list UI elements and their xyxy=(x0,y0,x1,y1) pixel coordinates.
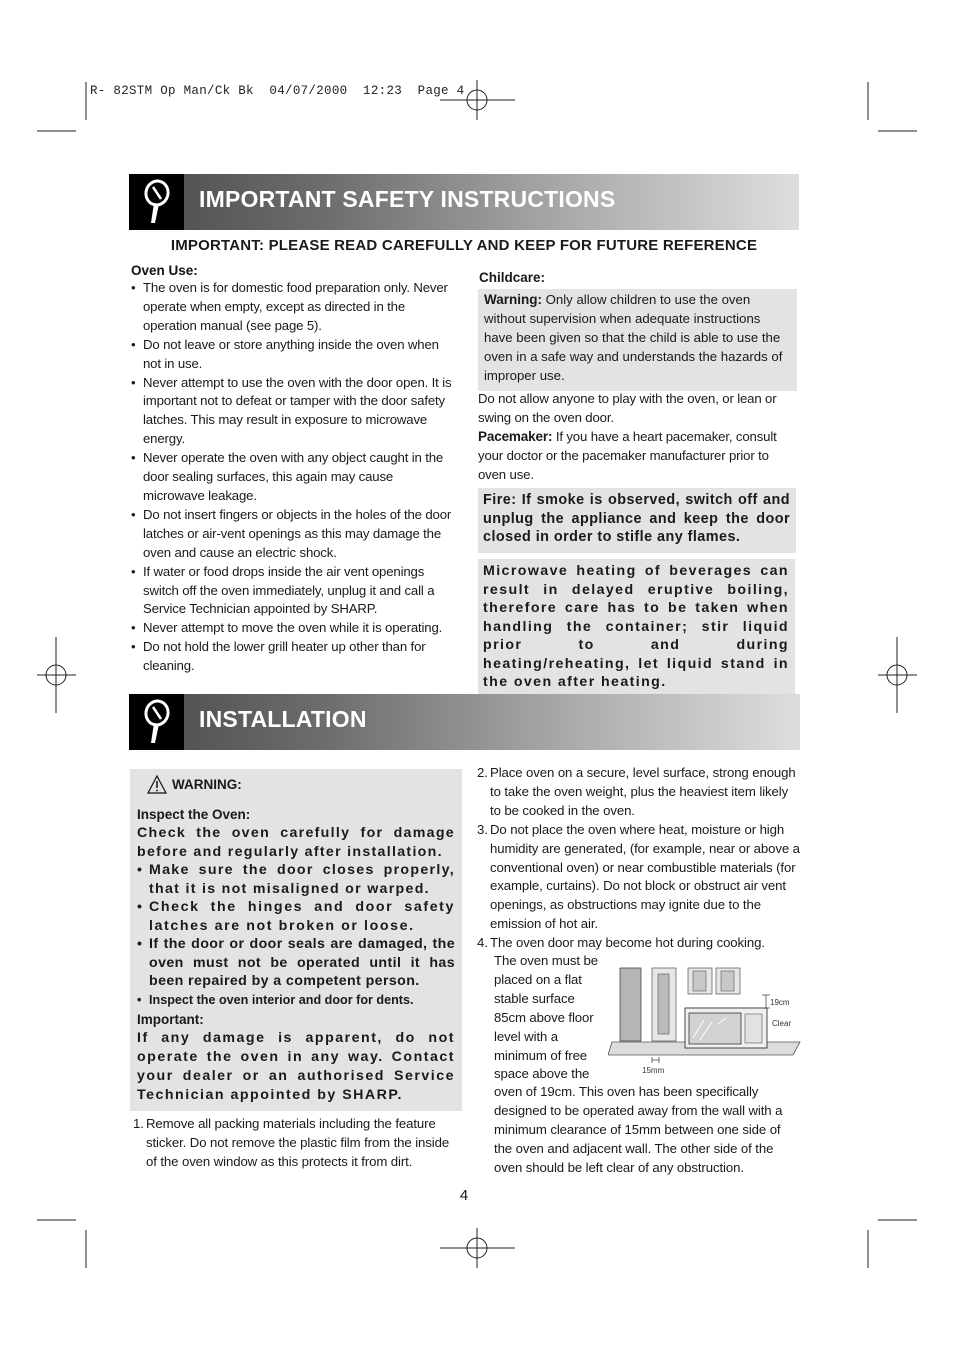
oven-use-list xyxy=(131,279,456,676)
list-item: 2. Place oven on a secure, level surface, strong enough to take the oven weight, plus the heaviest item likely to be cooked in the oven. xyxy=(477,765,796,818)
childcare-para xyxy=(478,390,800,485)
step-4-wrap: The oven must be placed on a flat stable surface 85cm above floor level with a minimum of free space above the xyxy=(494,953,598,1082)
fire-box: Fire: If smoke is observed, switch off and unplug the appliance and keep the door closed in order to stifle any flames. xyxy=(478,488,796,553)
list-item: • The oven is for domestic food preparation only. Never operate when empty, except as directed in the operation manual (see page 5). xyxy=(131,279,456,336)
list-item: 4. The oven door may become hot during cooking. xyxy=(477,935,765,951)
installation-warning-box xyxy=(130,769,462,1111)
list-item: • Do not hold the lower grill heater up other than for cleaning. xyxy=(131,638,456,676)
play-warning: Do not allow anyone to play with the oven, or lean or swing on the oven door. xyxy=(478,391,777,425)
list-item: 3. Do not place the oven where heat, moisture or high humidity are generated, (for example, near or above a conventional oven) or near combustible materials (for example, curtains). Do not block or obstruct air vent openings, as obstructions may ignite due to the emission of hot air. xyxy=(477,821,800,932)
list-item: • Never operate the oven with any object caught in the door sealing surfaces, this again may cause microwave leakage. xyxy=(131,449,456,506)
warning-label: WARNING: xyxy=(172,776,242,792)
pacemaker-label: Pacemaker: xyxy=(478,428,553,444)
warning-text: Only allow children to use the oven without supervision when adequate instructions have been given so that the child is able to use the oven in a safe way and understands the hazards of improper use. xyxy=(484,292,783,383)
list-item: 1. Remove all packing materials including the feature sticker. Do not remove the plastic film from the inside of the oven window as this protects it from dirt. xyxy=(133,1116,450,1169)
installation-steps xyxy=(477,764,800,953)
oven-use-section xyxy=(131,263,456,676)
childcare-heading: Childcare: xyxy=(479,270,546,285)
safety-banner xyxy=(129,174,799,230)
important-text: If any damage is apparent, do not operate the oven in any way. Contact your dealer or an authorised Service Technician appointed by SHARP. xyxy=(137,1029,455,1104)
installation-banner xyxy=(129,694,800,750)
installation-step-1 xyxy=(133,1115,453,1172)
wrench-icon xyxy=(129,694,184,750)
microwave-heating-box: Microwave heating of beverages can result in delayed eruptive boiling, therefore care has to be taken when handling the container; stir liquid prior to and during heating/reheating, let liquid stand in the oven after heating. xyxy=(478,559,795,698)
step-4-rest: oven of 19cm. This oven has been specifically designed to be operated away from the wall with a minimum clearance of 15mm between one side of the oven and adjacent wall. The other side of the oven should be left clear of any obstruction. xyxy=(494,1084,783,1175)
diagram-label-clear: Clear xyxy=(772,1019,792,1028)
list-item: • Check the hinges and door safety latches are not broken or loose. xyxy=(137,898,455,935)
pacemaker-text: If you have a heart pacemaker, consult your doctor or the pacemaker manufacturer prior to oven use. xyxy=(478,428,777,482)
diagram-label-15mm: 15mm xyxy=(642,1066,665,1075)
pacemaker-note xyxy=(478,428,800,485)
list-item: • Make sure the door closes properly, that it is not misaligned or warped. xyxy=(137,861,455,898)
warning-label: Warning: xyxy=(484,292,542,307)
important-heading: Important: xyxy=(137,1011,204,1027)
inspect-text: Check the oven carefully for damage before and regularly after installation. xyxy=(137,825,455,860)
list-item: • Do not leave or store anything inside the oven when not in use. xyxy=(131,336,456,374)
safety-subheading: IMPORTANT: PLEASE READ CAREFULLY AND KEEP FOR FUTURE REFERENCE xyxy=(170,237,758,254)
warning-triangle-icon xyxy=(147,775,167,794)
diagram-label-19cm: 19cm xyxy=(770,998,790,1007)
list-item: • Do not insert fingers or objects in the holes of the door latches or air-vent openings as this may damage the oven and cause an electric shock. xyxy=(131,506,456,563)
page-number: 4 xyxy=(459,1187,469,1204)
inspect-heading: Inspect the Oven: xyxy=(137,807,251,822)
list-item: • Inspect the oven interior and door for dents. xyxy=(137,991,455,1010)
installation-title: INSTALLATION xyxy=(199,706,367,732)
oven-use-heading: Oven Use: xyxy=(131,263,198,278)
installation-diagram xyxy=(608,962,804,1077)
warning-header xyxy=(147,773,455,795)
wrench-icon xyxy=(129,174,184,230)
list-item: • Never attempt to use the oven with the door open. It is important not to defeat or tamper with the door safety latches. This may result in exposure to microwave energy. xyxy=(131,374,456,450)
safety-title: IMPORTANT SAFETY INSTRUCTIONS xyxy=(199,186,616,212)
list-item: • If water or food drops inside the air vent openings switch off the oven immediately, unplug it and call a Service Technician appointed by SHARP. xyxy=(131,563,456,620)
print-slug: R- 82STM Op Man/Ck Bk 04/07/2000 12:23 Page 4 xyxy=(90,84,465,98)
list-item: • If the door or door seals are damaged, the oven must not be operated until it has been repaired by a competent person. xyxy=(137,935,455,991)
childcare-warning-box xyxy=(478,289,797,391)
list-item: • Never attempt to move the oven while it is operating. xyxy=(131,619,456,638)
